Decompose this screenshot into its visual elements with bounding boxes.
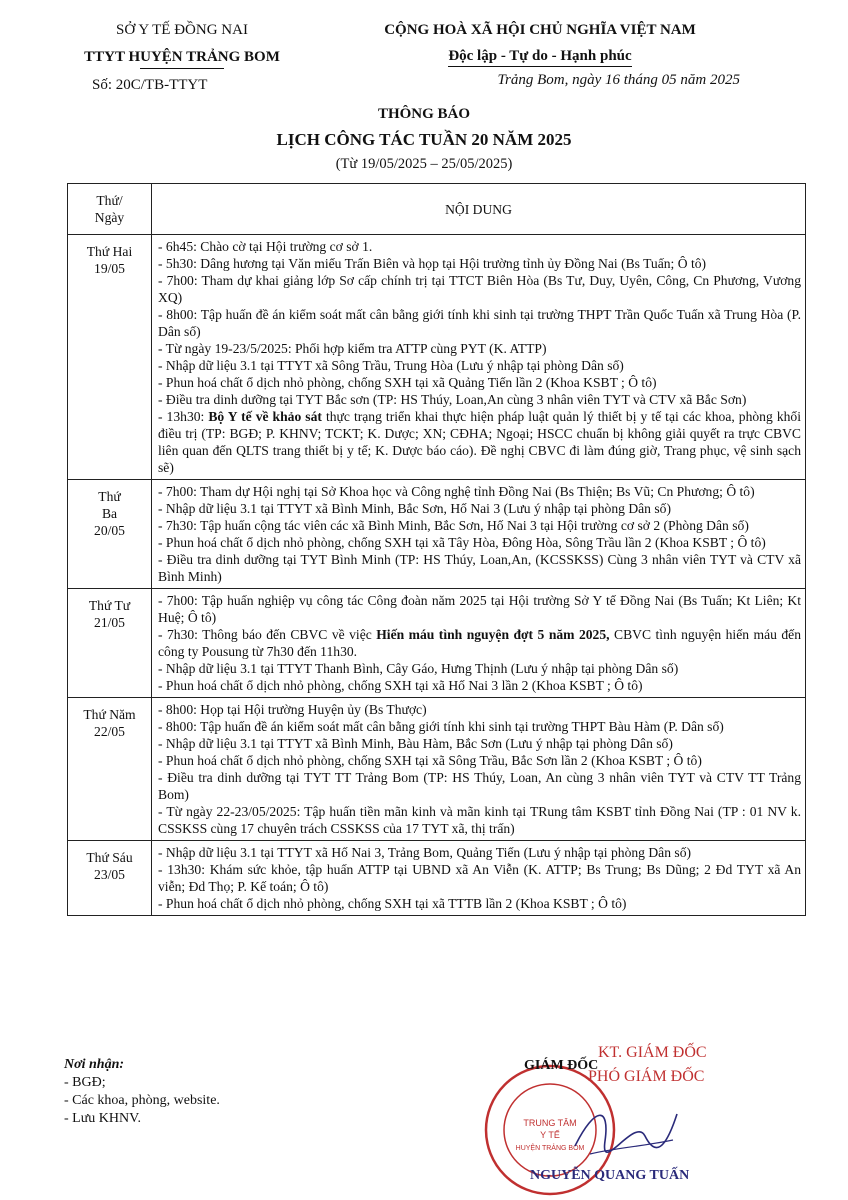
table-row xyxy=(68,841,806,916)
country-name: CỘNG HOÀ XÃ HỘI CHỦ NGHĨA VIỆT NAM xyxy=(384,22,696,38)
recipients-title: Nơi nhận: xyxy=(64,1057,125,1072)
schedule-entry: - 8h00: Họp tại Hội trường Huyện ủy (Bs Thược) xyxy=(158,702,427,717)
column-header-day xyxy=(68,184,152,235)
day-cell xyxy=(68,235,152,480)
content-cell xyxy=(152,480,806,589)
day-cell xyxy=(68,698,152,841)
day-label: 23/05 xyxy=(94,867,125,882)
kt-director-stamp: KT. GIÁM ĐỐC xyxy=(598,1044,707,1061)
column-header-content: NỘI DUNG xyxy=(152,184,806,235)
place-date: Trảng Bom, ngày 16 tháng 05 năm 2025 xyxy=(497,72,740,88)
doc-type: THÔNG BÁO xyxy=(377,106,471,122)
schedule-entry: - Từ ngày 19-23/5/2025: Phối hợp kiểm tra ATTP cùng PYT (K. ATTP) xyxy=(158,341,547,356)
recipients-block xyxy=(64,1056,220,1128)
schedule-entry: - Phun hoá chất ổ dịch nhỏ phòng, chống SXH tại xã TTTB lần 2 (Khoa KSBT ; Ô tô) xyxy=(158,896,627,911)
schedule-body xyxy=(68,235,806,916)
day-label: 21/05 xyxy=(94,615,125,630)
schedule-entry: - 8h00: Tập huấn đề án kiểm soát mất cân bằng giới tính khi sinh tại trường THPT Trần Quốc Tuấn xã Trung Hòa (P. Dân số) xyxy=(158,307,801,339)
schedule-entry: - Nhập dữ liệu 3.1 tại TTYT xã Bình Minh, Bàu Hàm, Bắc Sơn (Lưu ý nhập tại phòng Dân số) xyxy=(158,736,673,751)
column-header-day-line1: Thứ/ xyxy=(96,193,123,208)
table-row xyxy=(68,589,806,698)
table-row xyxy=(68,480,806,589)
day-label: Thứ xyxy=(98,489,121,504)
schedule-entry: - Điều tra dinh dưỡng tại TYT Bắc sơn (TP: HS Thúy, Loan,An cùng 3 nhân viên TYT và CTV xã Bắc Sơn) xyxy=(158,392,747,407)
schedule-entry: - Nhập dữ liệu 3.1 tại TTYT Thanh Bình, Cây Gáo, Hưng Thịnh (Lưu ý nhập tại phòng Dân số) xyxy=(158,661,679,676)
schedule-entry: - Nhập dữ liệu 3.1 tại TTYT xã Hố Nai 3, Trảng Bom, Quảng Tiến (Lưu ý nhập tại phòng Dân số) xyxy=(158,845,692,860)
schedule-entry: - 7h00: Tập huấn nghiệp vụ công tác Công đoàn năm 2025 tại Hội trường Sở Y tế Đồng Nai (Bs Tuấn; Kt Liên; Kt Huệ; Ô tô) xyxy=(158,593,801,625)
svg-text:Y TẾ: Y TẾ xyxy=(540,1130,560,1140)
table-row xyxy=(68,235,806,480)
document-number: Số: 20C/TB-TTYT xyxy=(92,77,208,93)
svg-text:TRUNG TÂM: TRUNG TÂM xyxy=(523,1118,577,1128)
schedule-entry: - 13h30: Khám sức khỏe, tập huấn ATTP tại UBND xã An Viễn (K. ATTP; Bs Trung; Bs Dũng; 2 Đd TYT xã An viễn; Đd Thọ; P. Kế toán; Ô tô) xyxy=(158,862,801,894)
day-cell xyxy=(68,841,152,916)
schedule-entry: - Điều tra dinh dưỡng tại TYT TT Trảng Bom (TP: HS Thúy, Loan, An cùng 3 nhân viên TYT và CTV TT Trảng Bom) xyxy=(158,770,801,802)
signature-block xyxy=(470,1040,750,1190)
recipient-item: - Các khoa, phòng, website. xyxy=(64,1093,220,1108)
entry-text: - 7h30: Thông báo đến CBVC về việc xyxy=(158,627,377,642)
schedule-entry: - 7h30: Tập huấn cộng tác viên các xã Bình Minh, Bắc Sơn, Hố Nai 3 tại Hội trường cơ sở 2 (Phòng Dân số) xyxy=(158,518,749,533)
signer-name: NGUYỄN QUANG TUẤN xyxy=(530,1168,690,1183)
day-label: Thứ Tư xyxy=(88,598,131,613)
day-label: 22/05 xyxy=(94,724,125,739)
recipient-item: - Lưu KHNV. xyxy=(64,1111,141,1126)
header-right xyxy=(340,22,740,89)
day-label: Thứ Sáu xyxy=(86,850,133,865)
table-row xyxy=(68,698,806,841)
column-header-day-line2: Ngày xyxy=(94,210,125,225)
schedule-entry: - Từ ngày 22-23/05/2025: Tập huấn tiền mãn kinh và mãn kinh tại TRung tâm KSBT tỉnh Đồng Nai (TP : 01 NV k. CSSKSS cùng 17 chuyên trách CSSKSS của 17 TYT xã, thị trấn) xyxy=(158,804,801,836)
day-label: Ba xyxy=(101,506,118,521)
schedule-entry: - 7h00: Tham dự khai giảng lớp Sơ cấp chính trị tại TTCT Biên Hòa (Bs Tư, Duy, Uyên, Công, Cn Phương, Vương XQ) xyxy=(158,273,801,305)
deputy-director-stamp: PHÓ GIÁM ĐỐC xyxy=(588,1068,705,1085)
unit-underline xyxy=(140,68,224,69)
content-cell xyxy=(152,698,806,841)
entry-text: - 13h30: xyxy=(158,409,209,424)
schedule-entry: - Phun hoá chất ổ dịch nhỏ phòng, chống SXH tại xã Hố Nai 3 lần 2 (Khoa KSBT ; Ô tô) xyxy=(158,678,643,693)
recipient-item: - BGĐ; xyxy=(64,1075,106,1090)
schedule-entry: - 6h45: Chào cờ tại Hội trường cơ sở 1. xyxy=(158,239,373,254)
content-cell xyxy=(152,235,806,480)
entry-highlight: Hiến máu tình nguyện đợt 5 năm 2025, xyxy=(376,627,610,642)
content-cell xyxy=(152,841,806,916)
schedule-entry: - Phun hoá chất ổ dịch nhỏ phòng, chống SXH tại xã Quảng Tiến lần 2 (Khoa KSBT ; Ô tô) xyxy=(158,375,657,390)
date-range: (Từ 19/05/2025 – 25/05/2025) xyxy=(335,156,513,172)
unit-name: TTYT HUYỆN TRẢNG BOM xyxy=(84,49,280,65)
day-cell xyxy=(68,589,152,698)
schedule-entry: - 8h00: Tập huấn đề án kiểm soát mất cân bằng giới tính khi sinh tại trường THPT Bàu Hàm (P. Dân số) xyxy=(158,719,724,734)
schedule-entry: - Phun hoá chất ổ dịch nhỏ phòng, chống SXH tại xã Sông Trầu, Bắc Sơn lần 2 (Khoa KSBT ; Ô tô) xyxy=(158,753,702,768)
entry-text: thực trạng triển khai thực hiện pháp luật quản lý thiết bị y tế tại các khoa, phòng khối điều trị (TP: BGĐ; P. KHNV; TCKT; K. Dược; XN; CĐHA; Ngoại; HSCC chuẩn bị không giải quyết ra trực CBVC liên quan đến QLTS trang thiết bị y tế; K. Dược báo cáo). Đề nghị CBVC đi làm đúng giờ, Trang phục, vệ sinh sạch sẽ) xyxy=(158,409,801,475)
schedule-entry xyxy=(158,408,801,476)
entry-text: CBVC tình nguyện hiến máu đến công ty Pousung từ 7h30 đến 11h30. xyxy=(158,627,801,659)
schedule-entry xyxy=(158,626,801,660)
day-label: Thứ Hai xyxy=(86,244,133,259)
content-cell xyxy=(152,589,806,698)
day-label: 20/05 xyxy=(94,523,125,538)
schedule-entry: - Điều tra dinh dưỡng tại TYT Bình Minh (TP: HS Thúy, Loan,An, (KCSSKSS) Cùng 3 nhân viên TYT và CTV xã Bình Minh) xyxy=(158,552,801,584)
schedule-entry: - Nhập dữ liệu 3.1 tại TTYT xã Sông Trầu, Trung Hòa (Lưu ý nhập tại phòng Dân số) xyxy=(158,358,624,373)
svg-text:HUYỆN TRẢNG BOM: HUYỆN TRẢNG BOM xyxy=(515,1145,585,1152)
director-title: GIÁM ĐỐC xyxy=(524,1058,599,1073)
table-header-row xyxy=(68,184,806,235)
header-left xyxy=(62,22,302,94)
handwritten-signature xyxy=(565,1096,685,1166)
schedule-entry: - Phun hoá chất ổ dịch nhỏ phòng, chống SXH tại xã Tây Hòa, Đông Hòa, Sông Trầu lần 2 (Khoa KSBT ; Ô tô) xyxy=(158,535,766,550)
day-label: 19/05 xyxy=(94,261,125,276)
national-motto: Độc lập - Tự do - Hạnh phúc xyxy=(448,48,631,67)
schedule-table xyxy=(67,183,806,916)
page-title: LỊCH CÔNG TÁC TUẦN 20 NĂM 2025 xyxy=(276,130,572,149)
entry-highlight: Bộ Y tế về khảo sát xyxy=(208,409,322,424)
day-cell xyxy=(68,480,152,589)
schedule-entry: - 5h30: Dâng hương tại Văn miếu Trấn Biên và họp tại Hội trường tỉnh ủy Đồng Nai (Bs Tuấn; Ô tô) xyxy=(158,256,707,271)
agency-name: SỞ Y TẾ ĐỒNG NAI xyxy=(116,22,248,38)
day-label: Thứ Năm xyxy=(83,707,136,722)
schedule-entry: - Nhập dữ liệu 3.1 tại TTYT xã Bình Minh, Bắc Sơn, Hố Nai 3 (Lưu ý nhập tại phòng Dân số) xyxy=(158,501,671,516)
schedule-entry: - 7h00: Tham dự Hội nghị tại Sở Khoa học và Công nghệ tỉnh Đồng Nai (Bs Thiện; Bs Vũ; Cn Phương; Ô tô) xyxy=(158,484,755,499)
